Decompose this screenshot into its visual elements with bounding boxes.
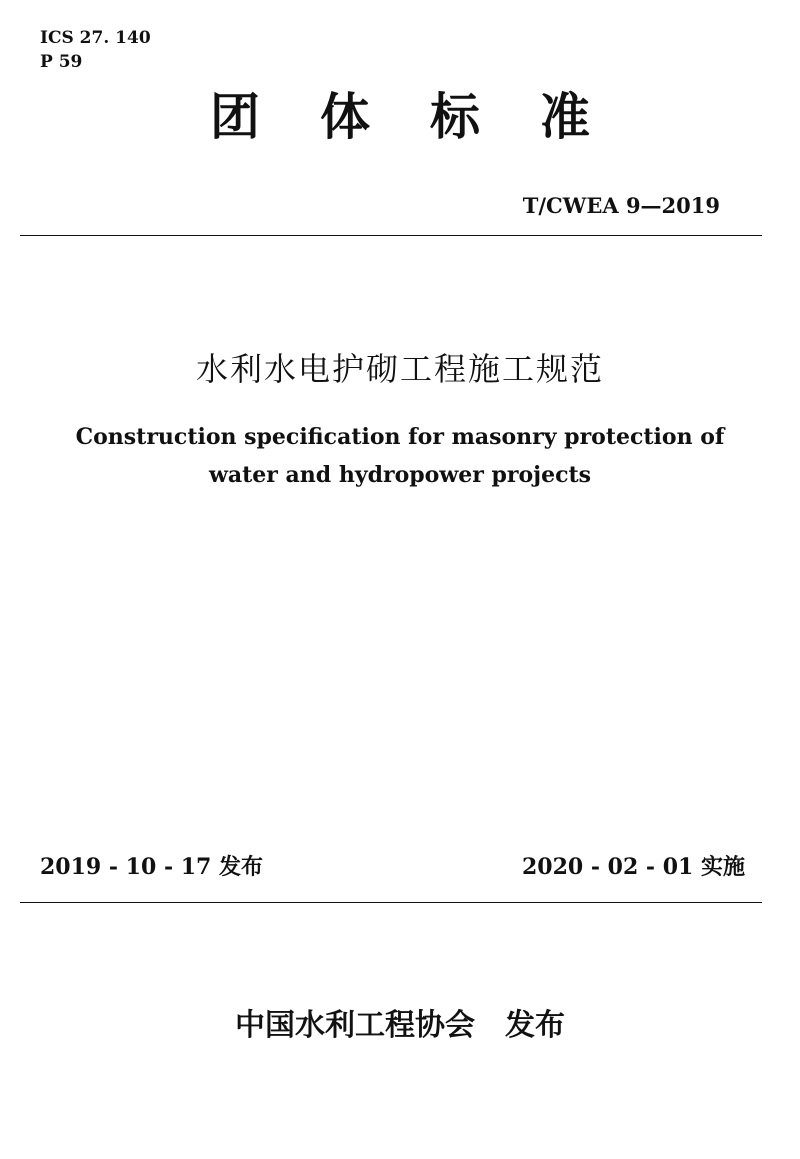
bottom-divider [20, 902, 762, 903]
top-divider [20, 235, 762, 236]
document-title-en-line2: water and hydropower projects [208, 462, 592, 488]
publisher: 中国水利工程协会 发布 [235, 1008, 565, 1043]
document-title-en [0, 418, 800, 494]
ics-code: ICS 27. 140 [40, 28, 151, 48]
issue-date: 2019 - 10 - 17 发布 [40, 854, 264, 880]
classification-block [40, 26, 151, 74]
implementation-date: 2020 - 02 - 01 实施 [521, 854, 745, 880]
document-title-cn: 水利水电护砌工程施工规范 [195, 350, 604, 388]
standard-type-title: 团体标准 [210, 88, 650, 146]
ccs-code: P 59 [40, 52, 83, 72]
document-title-en-line1: Construction specification for masonry protection of [75, 424, 725, 450]
standard-number: T/CWEA 9—2019 [522, 193, 720, 218]
